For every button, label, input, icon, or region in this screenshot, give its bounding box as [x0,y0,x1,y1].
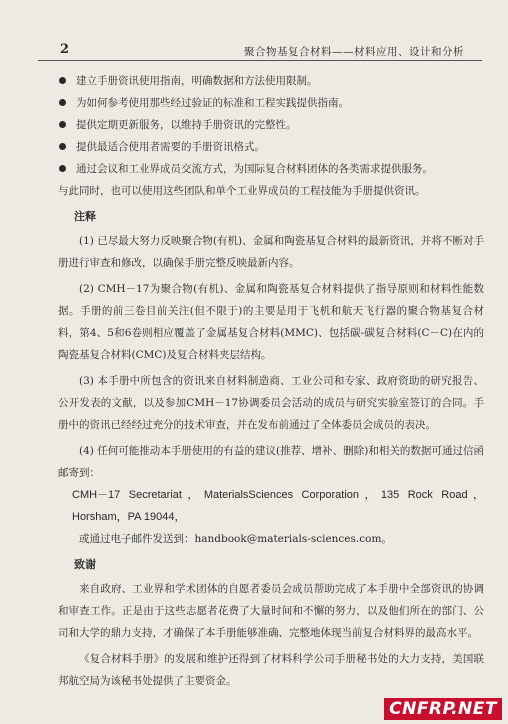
site-watermark: CNFRP.NET [384,698,502,720]
notes-heading: 注释 [74,210,96,223]
bullet-item: 为如何参考使用那些经过验证的标准和工程实践提供指南。 [58,92,484,114]
bullet-icon [59,77,66,84]
page-header [38,42,482,61]
note-paragraph: (4) 任何可能推动本手册使用的有益的建议(推荐、增补、删除)和相关的数据可通过信函邮寄到： [58,445,484,479]
acknowledgement-paragraph: 来自政府、工业界和学术团体的自愿者委员会成员帮助完成了本手册中全部资讯的协调和审查工作。正是由于这些志愿者花费了大量时间和不懈的努力，以及他们所在的部门、公司和大学的鼎力支持，才确保了本手册能够准确、完整地体现当前复合材料界的最高水平。 [58,583,484,639]
note-paragraph: (1) 已尽最大努力反映聚合物(有机)、金属和陶瓷基复合材料的最新资讯，并将不断对手册进行审查和修改，以确保手册完整反映最新内容。 [58,235,484,269]
bullet-icon [59,121,66,128]
bullet-icon [59,143,66,150]
mailing-address: CMH－17 Secretariat，MaterialsSciences Corporation，135 Rock Road，Horsham，PA 19044， [72,489,484,523]
email-line: 或通过电子邮件发送到：handbook@materials-sciences.com。 [79,533,392,545]
note-paragraph: (2) CMH－17为聚合物(有机)、金属和陶瓷基复合材料提供了指导原则和材料性能数据。手册的前三卷目前关注(但不限于)的主要是用于飞机和航天飞行器的聚合物基复合材料，第4、5和6卷则相应覆盖了金属基复合材料(MMC)、包括碳-碳复合材料(C－C)在内的陶瓷基复合材料(CMC)及复合材料夹层结构。 [58,283,484,361]
bullet-item: 建立手册资讯使用指南，明确数据和方法使用限制。 [58,70,484,92]
continuation-text: 与此同时，也可以使用这些团队和单个工业界成员的工程技能为手册提供资讯。 [58,185,426,197]
page-number: 2 [60,42,70,57]
note-paragraph: (3) 本手册中所包含的资讯来自材料制造商、工业公司和专家、政府资助的研究报告、公开发表的文献，以及参加CMH－17协调委员会活动的成员与研究实验室签订的合同。手册中的资讯已经经过充分的技术审查，并在发布前通过了全体委员会成员的表决。 [58,375,484,431]
page-body [58,70,484,696]
bullet-item: 通过会议和工业界成员交流方式，为国际复合材料团体的各类需求提供服务。 [58,158,484,180]
running-title: 聚合物基复合材料——材料应用、设计和分析 [244,46,464,58]
acknowledgement-heading: 致谢 [74,558,96,571]
bullet-item: 提供最适合使用者需要的手册资讯格式。 [58,136,484,158]
bullet-icon [59,99,66,106]
acknowledgement-paragraph: 《复合材料手册》的发展和维护还得到了材料科学公司手册秘书处的大力支持，美国联邦航空局为该秘书处提供了主要资金。 [58,653,484,687]
bullet-icon [59,165,66,172]
bullet-item: 提供定期更新服务，以维持手册资讯的完整性。 [58,114,484,136]
